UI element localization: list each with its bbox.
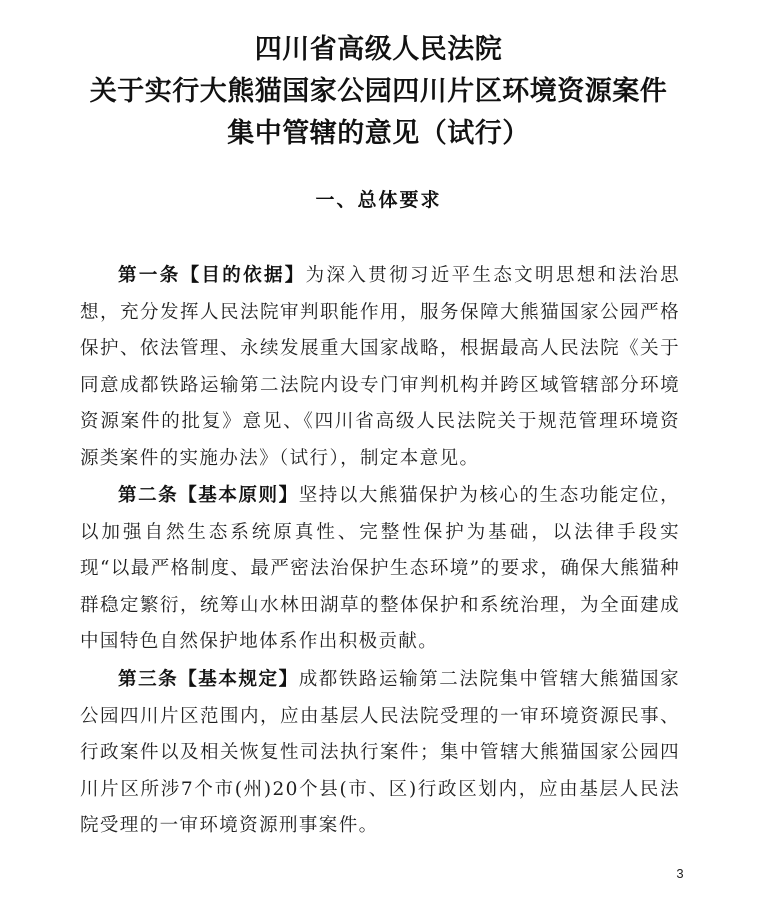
section-heading: 一、总体要求 (315, 189, 442, 211)
article-text: 坚持以大熊猫保护为核心的生态功能定位，以加强自然生态系统原真性、完整性保护为基础，以法律手段实现“以最严格制度、最严密法治保护生态环境”的要求，确保大熊猫种群稳定繁衍，统筹山水林田湖草的整体保护和系统治理，为全面建成中国特色自然保护地体系作出积极贡献。 (80, 485, 680, 652)
article-tag: 【基本原则】 (178, 485, 299, 506)
page-number: 3 (676, 866, 684, 881)
title-line-1: 四川省高级人民法院 (254, 34, 503, 65)
article-number: 第三条 (118, 669, 179, 690)
article-number: 第二条 (118, 485, 179, 506)
article-tag: 【基本规定】 (178, 669, 299, 690)
title-line-2: 关于实行大熊猫国家公园四川片区环境资源案件 (89, 76, 668, 107)
title-line-3: 集中管辖的意见（试行） (227, 118, 530, 149)
article-text: 为深入贯彻习近平生态文明思想和法治思想，充分发挥人民法院审判职能作用，服务保障大熊猫国家公园严格保护、依法管理、永续发展重大国家战略，根据最高人民法院《关于同意成都铁路运输第二法院内设专门审判机构并跨区域管辖部分环境资源案件的批复》意见、《四川省高级人民法院关于规范管理环境资源类案件的实施办法》（试行），制定本意见。 (80, 265, 681, 469)
article-number: 第一条 (118, 265, 181, 286)
article-3 (80, 662, 680, 845)
article-text: 成都铁路运输第二法院集中管辖大熊猫国家公园四川片区范围内，应由基层人民法院受理的一审环境资源民事、行政案件以及相关恢复性司法执行案件；集中管辖大熊猫国家公园四川片区所涉7个市(州)20个县(市、区)行政区划内，应由基层人民法院受理的一审环境资源刑事案件。 (80, 669, 680, 836)
article-2 (80, 478, 680, 661)
article-tag: 【目的依据】 (180, 265, 306, 286)
article-1 (80, 258, 680, 477)
